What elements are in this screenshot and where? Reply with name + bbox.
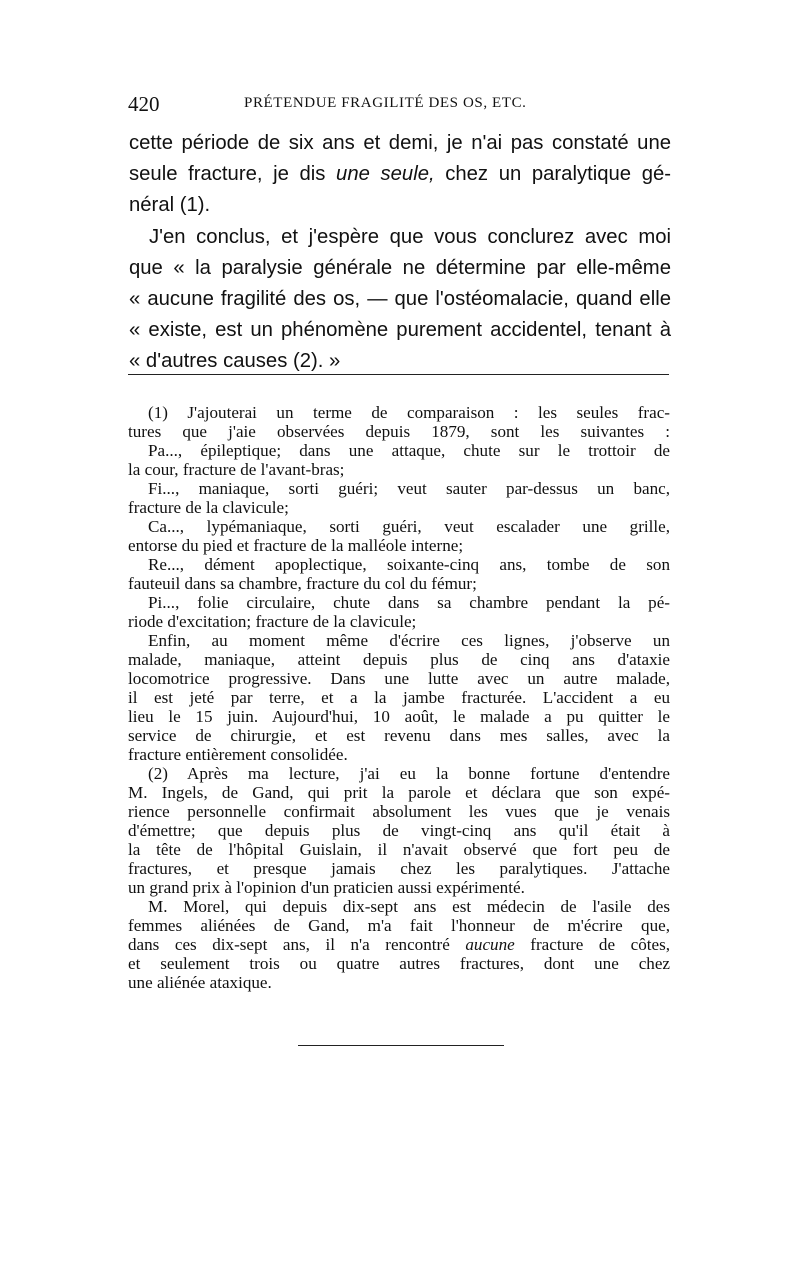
footnote-line: femmes aliénées de Gand, m'a fait l'honneur de m'écrire que, bbox=[128, 916, 670, 935]
footnote-line: entorse du pied et fracture de la malléole interne; bbox=[128, 536, 464, 555]
page-number: 420 bbox=[128, 92, 160, 116]
footnote-line: et seulement trois ou quatre autres fractures, dont une chez bbox=[128, 954, 670, 973]
footnote-line: tures que j'aie observées depuis 1879, sont les suivantes : bbox=[128, 422, 670, 441]
footnote-line: fauteuil dans sa chambre, fracture du col du fémur; bbox=[128, 574, 477, 593]
footnote-line: locomotrice progressive. Dans une lutte avec un autre malade, bbox=[128, 669, 670, 688]
emphasis-text: aucune bbox=[465, 935, 515, 954]
footnote-line: fractures, et presque jamais chez les paralytiques. J'attache bbox=[128, 859, 670, 878]
footnote-separator bbox=[128, 374, 669, 375]
footnote-line: une aliénée ataxique. bbox=[128, 973, 272, 992]
paragraph-line: néral (1). bbox=[129, 194, 211, 217]
page-header bbox=[128, 92, 668, 122]
footnote-line: Re..., dément apoplectique, soixante-cinq ans, tombe de son bbox=[148, 555, 670, 574]
emphasis-text: une seule, bbox=[336, 163, 435, 186]
footnote-line: malade, maniaque, atteint depuis plus de cinq ans d'ataxie bbox=[128, 650, 670, 669]
footnote-line: un grand prix à l'opinion d'un praticien aussi expérimenté. bbox=[128, 878, 525, 897]
footnote-line: la tête de l'hôpital Guislain, il n'avait observé que fort peu de bbox=[128, 840, 670, 859]
footnote-line: rience personnelle confirmait absolument les vues que je venais bbox=[128, 802, 670, 821]
footnote-line: lieu le 15 juin. Aujourd'hui, 10 août, le malade a pu quitter le bbox=[128, 707, 670, 726]
footnote-line: Ca..., lypémaniaque, sorti guéri, veut escalader une grille, bbox=[148, 517, 670, 536]
end-rule bbox=[298, 1045, 504, 1046]
text-run: chez un paralytique gé- bbox=[434, 163, 672, 186]
footnote-line: fracture entièrement consolidée. bbox=[128, 745, 348, 764]
footnote-line: Pi..., folie circulaire, chute dans sa chambre pendant la pé- bbox=[148, 593, 670, 612]
footnote-line: la cour, fracture de l'avant-bras; bbox=[128, 460, 345, 479]
paragraph-line: que « la paralysie générale ne détermine par elle-même bbox=[129, 256, 671, 279]
footnote-line: (2) Après ma lecture, j'ai eu la bonne fortune d'entendre bbox=[148, 764, 670, 783]
footnote-line: il est jeté par terre, et a la jambe fracturée. L'accident a eu bbox=[128, 688, 670, 707]
footnote-line: (1) J'ajouterai un terme de comparaison : les seules frac- bbox=[148, 403, 670, 422]
footnotes bbox=[128, 403, 670, 992]
paragraph-line: J'en conclus, et j'espère que vous conclurez avec moi bbox=[149, 225, 671, 248]
footnote-line: Pa..., épileptique; dans une attaque, chute sur le trottoir de bbox=[148, 441, 670, 460]
paragraph-line: « existe, est un phénomène purement accidentel, tenant à bbox=[129, 319, 671, 342]
main-text bbox=[129, 128, 671, 378]
text-run: fracture de côtes, bbox=[514, 935, 671, 954]
footnote-line: riode d'excitation; fracture de la clavicule; bbox=[128, 612, 417, 631]
paragraph-line: « aucune fragilité des os, — que l'ostéomalacie, quand elle bbox=[129, 287, 671, 310]
footnote-line bbox=[128, 935, 670, 954]
footnote-line: service de chirurgie, et est revenu dans mes salles, avec la bbox=[128, 726, 670, 745]
footnote-line: M. Morel, qui depuis dix-sept ans est médecin de l'asile des bbox=[148, 897, 670, 916]
footnote-line: Fi..., maniaque, sorti guéri; veut sauter par-dessus un banc, bbox=[148, 479, 670, 498]
footnote-line: M. Ingels, de Gand, qui prit la parole et déclara que son expé- bbox=[128, 783, 670, 802]
footnote-line: fracture de la clavicule; bbox=[128, 498, 289, 517]
paragraph-line: cette période de six ans et demi, je n'ai pas constaté une bbox=[129, 132, 671, 154]
paragraph-line bbox=[129, 159, 671, 190]
paragraph-line: « d'autres causes (2). » bbox=[129, 350, 341, 373]
text-run: seule fracture, je dis bbox=[129, 163, 337, 186]
text-run: dans ces dix-sept ans, il n'a rencontré bbox=[128, 935, 466, 954]
footnote-line: d'émettre; que depuis plus de vingt-cinq ans qu'il était à bbox=[128, 821, 670, 840]
footnote-line: Enfin, au moment même d'écrire ces lignes, j'observe un bbox=[148, 631, 670, 650]
running-head: PRÉTENDUE FRAGILITÉ DES OS, ETC. bbox=[244, 95, 527, 111]
